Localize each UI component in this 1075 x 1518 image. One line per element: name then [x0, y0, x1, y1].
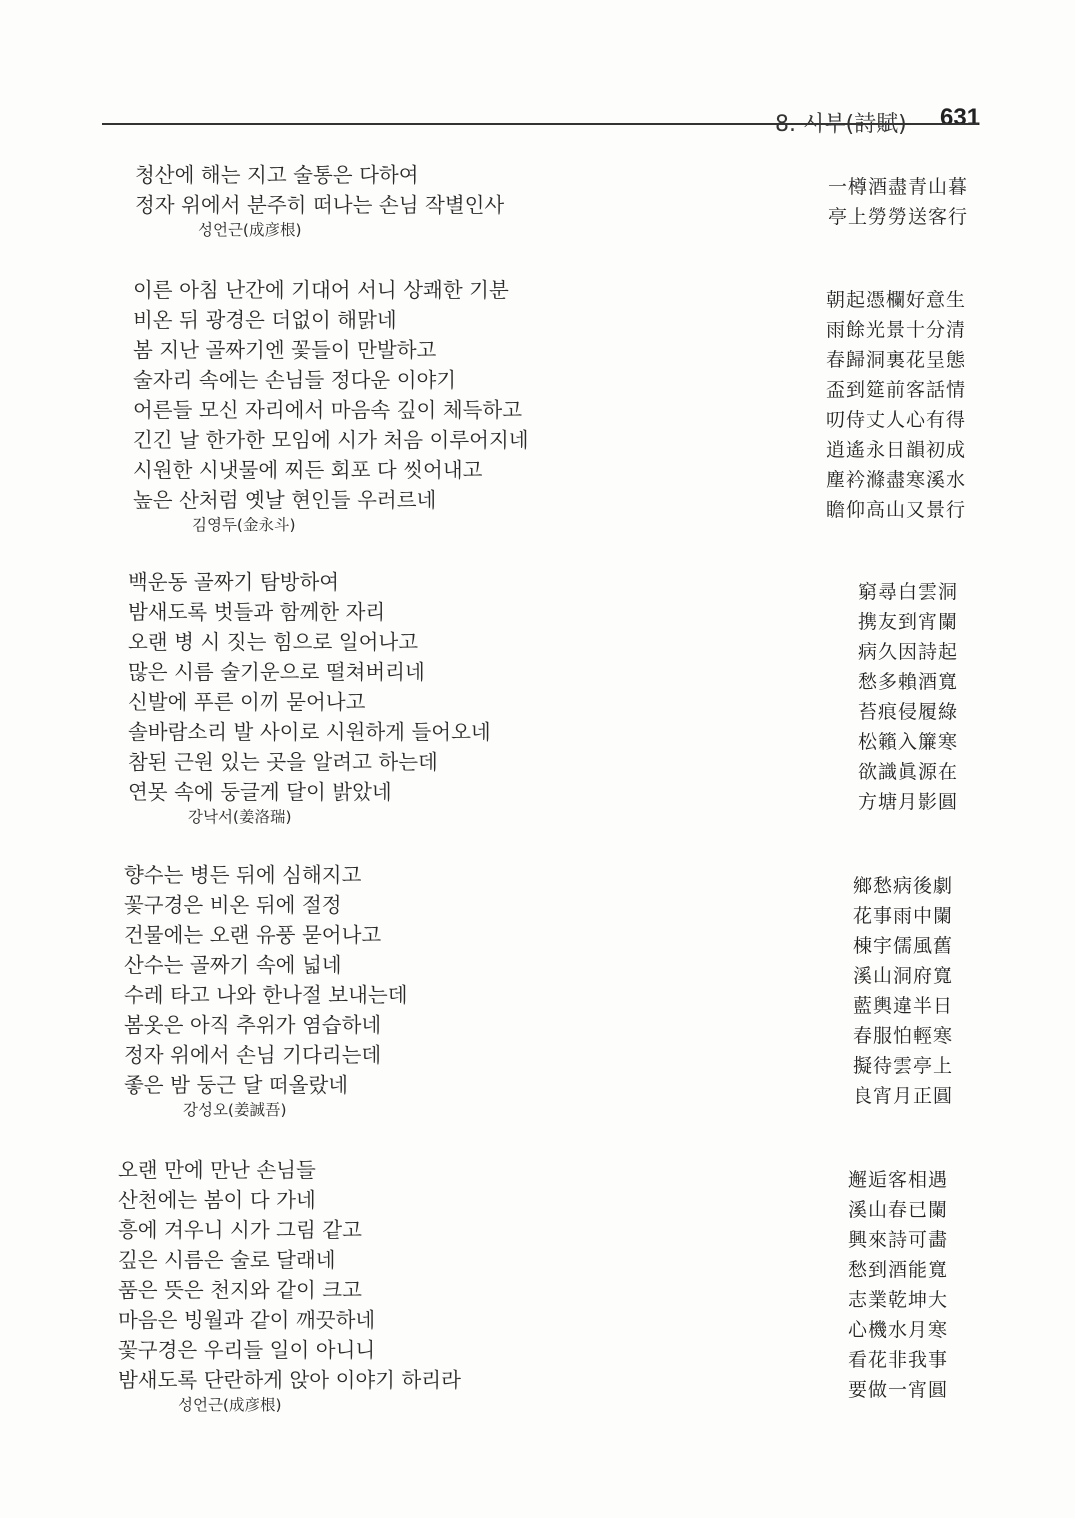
hanja-line: 鄉愁病後劇: [853, 875, 954, 897]
korean-line: 높은 산처럼 옛날 현인들 우러르네: [133, 488, 437, 512]
hanja-line: 松籟入簾寒: [858, 731, 959, 753]
header-rule: [102, 123, 978, 125]
hanja-line: 花事雨中闌: [853, 905, 954, 927]
korean-line: 술자리 속에는 손님들 정다운 이야기: [133, 368, 457, 392]
korean-line: 정자 위에서 손님 기다리는데: [124, 1043, 382, 1067]
korean-line: 이른 아침 난간에 기대어 서니 상쾌한 기분: [133, 278, 509, 302]
korean-line: 어른들 모신 자리에서 마음속 깊이 체득하고: [133, 398, 523, 422]
hanja-line: 邂逅客相遇: [848, 1169, 949, 1191]
poem-author: 성언근(成彦根): [198, 221, 302, 239]
hanja-line: 愁到酒能寬: [848, 1259, 949, 1281]
hanja-line: 志業乾坤大: [848, 1289, 949, 1311]
hanja-line: 愁多賴酒寬: [858, 671, 959, 693]
hanja-line: 病久因詩起: [858, 641, 959, 663]
korean-line: 깊은 시름은 술로 달래네: [118, 1248, 336, 1272]
hanja-line: 要做一宵圓: [848, 1379, 949, 1401]
hanja-line: 春歸洞裏花呈態: [826, 349, 967, 371]
poem-author: 김영두(金永斗): [192, 516, 296, 534]
hanja-line: 春服怕輕寒: [853, 1025, 954, 1047]
hanja-line: 窮尋白雲洞: [858, 581, 959, 603]
korean-line: 시원한 시냇물에 찌든 회포 다 씻어내고: [133, 458, 483, 482]
korean-line: 향수는 병든 뒤에 심해지고: [124, 863, 362, 887]
hanja-line: 塵衿滌盡寒溪水: [826, 469, 967, 491]
korean-line: 오랜 병 시 짓는 힘으로 일어나고: [128, 630, 419, 654]
hanja-line: 瞻仰高山又景行: [826, 499, 967, 521]
korean-line: 마음은 빙월과 같이 깨끗하네: [118, 1308, 376, 1332]
hanja-line: 溪山洞府寬: [853, 965, 954, 987]
hanja-line: 棟宇儒風舊: [853, 935, 954, 957]
hanja-line: 逍遙永日韻初成: [826, 439, 967, 461]
korean-line: 긴긴 날 한가한 모임에 시가 처음 이루어지네: [133, 428, 529, 452]
poem-author: 강성오(姜誠吾): [183, 1101, 287, 1119]
korean-line: 오랜 만에 만난 손님들: [118, 1158, 316, 1182]
hanja-line: 欲識眞源在: [858, 761, 959, 783]
hanja-line: 心機水月寒: [848, 1319, 949, 1341]
korean-line: 정자 위에서 분주히 떠나는 손님 작별인사: [135, 193, 505, 217]
poem-author: 강낙서(姜洛瑞): [188, 808, 292, 826]
korean-line: 많은 시름 술기운으로 떨쳐버리네: [128, 660, 425, 684]
korean-line: 밤새도록 단란하게 앉아 이야기 하리라: [118, 1368, 461, 1392]
hanja-line: 苔痕侵履綠: [858, 701, 959, 723]
korean-line: 좋은 밤 둥근 달 떠올랐네: [124, 1073, 349, 1097]
hanja-line: 興來詩可畵: [848, 1229, 949, 1251]
hanja-line: 叨侍丈人心有得: [826, 409, 967, 431]
hanja-line: 亭上勞勞送客行: [828, 206, 969, 228]
korean-line: 밤새도록 벗들과 함께한 자리: [128, 600, 386, 624]
korean-line: 봄 지난 골짜기엔 꽃들이 만발하고: [133, 338, 437, 362]
hanja-line: 藍輿違半日: [853, 995, 954, 1017]
hanja-line: 良宵月正圓: [853, 1085, 954, 1107]
hanja-line: 携友到宵闌: [858, 611, 959, 633]
korean-line: 신발에 푸른 이끼 묻어나고: [128, 690, 366, 714]
korean-line: 백운동 골짜기 탐방하여: [128, 570, 340, 594]
section-title: 8. 시부(詩賦): [775, 112, 907, 137]
hanja-line: 雨餘光景十分清: [826, 319, 967, 341]
hanja-line: 看花非我事: [848, 1349, 949, 1371]
korean-line: 흥에 겨우니 시가 그림 같고: [118, 1218, 362, 1242]
korean-line: 봄옷은 아직 추위가 염습하네: [124, 1013, 382, 1037]
korean-line: 건물에는 오랜 유풍 묻어나고: [124, 923, 382, 947]
korean-line: 수레 타고 나와 한나절 보내는데: [124, 983, 408, 1007]
korean-line: 산천에는 봄이 다 가네: [118, 1188, 316, 1212]
korean-line: 솔바람소리 발 사이로 시원하게 들어오네: [128, 720, 491, 744]
hanja-line: 方塘月影圓: [858, 791, 959, 813]
korean-line: 품은 뜻은 천지와 같이 크고: [118, 1278, 362, 1302]
poem-author: 성언근(成彦根): [178, 1396, 282, 1414]
page-number: 631: [940, 104, 981, 131]
hanja-line: 擬待雲亭上: [853, 1055, 954, 1077]
korean-line: 비온 뒤 광경은 더없이 해맑네: [133, 308, 397, 332]
korean-line: 꽃구경은 우리들 일이 아니니: [118, 1338, 376, 1362]
hanja-line: 盃到筵前客話情: [826, 379, 967, 401]
hanja-line: 溪山春已闌: [848, 1199, 949, 1221]
korean-line: 산수는 골짜기 속에 넓네: [124, 953, 342, 977]
korean-line: 참된 근원 있는 곳을 알려고 하는데: [128, 750, 438, 774]
hanja-line: 一樽酒盡青山暮: [828, 176, 969, 198]
korean-line: 연못 속에 둥글게 달이 밝았네: [128, 780, 392, 804]
hanja-line: 朝起憑欄好意生: [826, 289, 967, 311]
korean-line: 청산에 해는 지고 술통은 다하여: [135, 163, 419, 187]
korean-line: 꽃구경은 비온 뒤에 절정: [124, 893, 342, 917]
